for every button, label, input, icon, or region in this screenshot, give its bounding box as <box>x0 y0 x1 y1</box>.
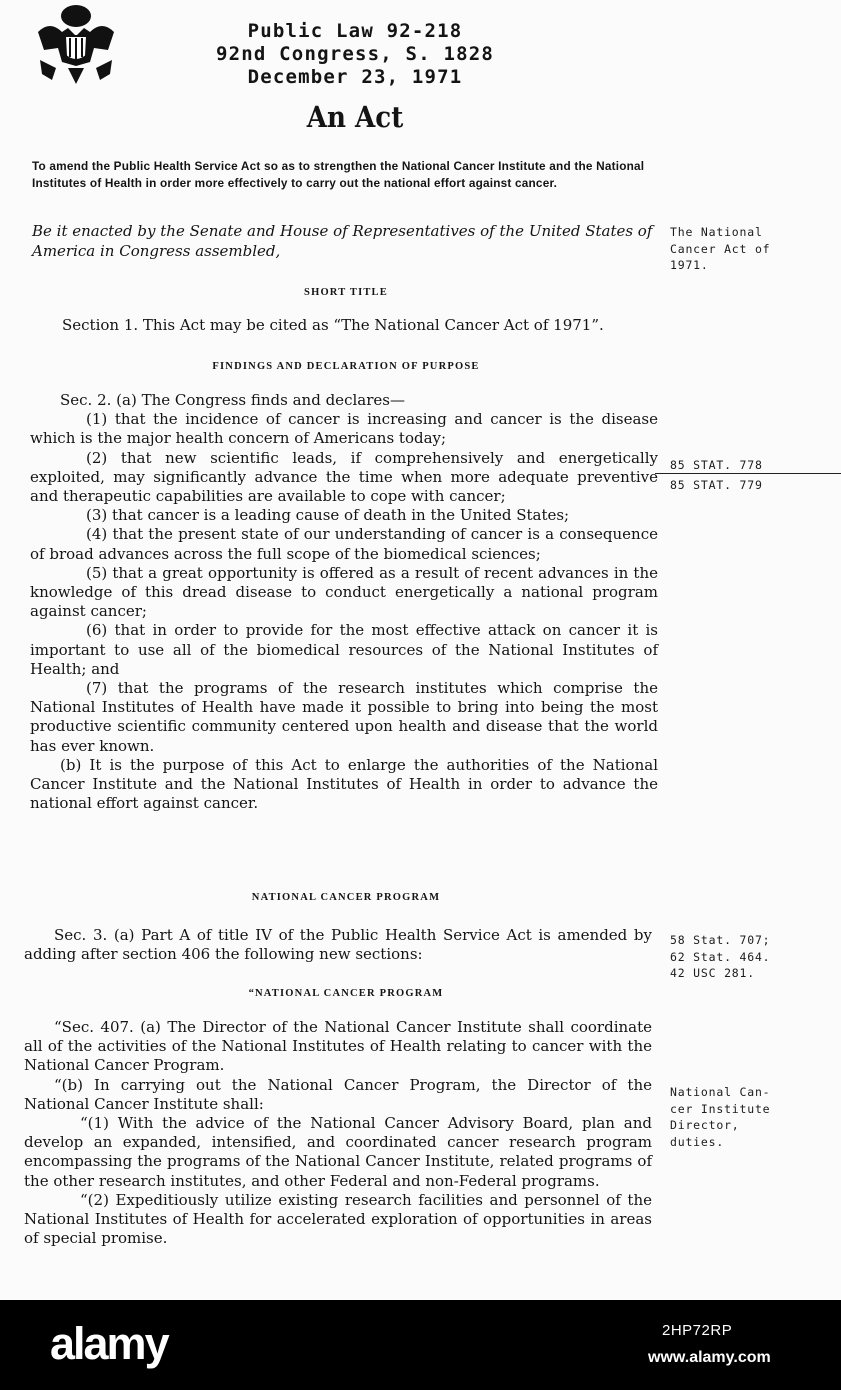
margin-note-line: National Can- <box>670 1085 771 1099</box>
margin-note-line: cer Institute <box>670 1101 771 1116</box>
section-407 <box>24 1018 652 1248</box>
section-3: Sec. 3. (a) Part A of title IV of the Public Health Service Act is amended by adding after section 406 the following new sections: <box>24 926 652 964</box>
stat-page-top: 85 STAT. 778 <box>670 458 763 472</box>
margin-note-line: Cancer Act of <box>670 241 771 256</box>
sec2-item-6: (6) that in order to provide for the most effective attack on cancer it is important to use all of the biomedical resources of the National Institutes of Health; and <box>30 621 658 678</box>
margin-note-short-title <box>670 224 770 274</box>
sec2-b: (b) It is the purpose of this Act to enlarge the authorities of the National Cancer Institute and the National Institutes of Health in order to advance the national effort against cancer. <box>30 755 658 813</box>
heading-findings: FINDINGS AND DECLARATION OF PURPOSE <box>212 361 480 372</box>
margin-note-citations <box>670 932 770 982</box>
act-title: An Act <box>306 100 404 134</box>
section-2 <box>30 391 658 813</box>
heading-national-cancer-program: NATIONAL CANCER PROGRAM <box>251 892 441 903</box>
public-law-number: Public Law 92-218 <box>247 20 463 42</box>
congress-bill: 92nd Congress, S. 1828 <box>215 43 495 65</box>
sec2-item-1: (1) that the incidence of cancer is increasing and cancer is the disease which is the major health concern of Americans today; <box>30 410 658 448</box>
enacting-clause: Be it enacted by the Senate and House of Representatives of the United States of America in Congress assembled, <box>32 222 653 260</box>
margin-note-line: Director, <box>670 1118 740 1132</box>
enactment-date: December 23, 1971 <box>247 66 463 88</box>
sec2-item-3: (3) that cancer is a leading cause of death in the United States; <box>86 506 570 525</box>
stat-page-bottom: 85 STAT. 779 <box>670 478 763 492</box>
sec2-item-2: (2) that new scientific leads, if comprehensively and energetically exploited, may significantly advance the time when more adequate preventive and therapeutic capabilities are available to cope with cancer; <box>30 448 658 506</box>
citation-line: 42 USC 281. <box>670 966 755 980</box>
heading-quoted-program: “NATIONAL CANCER PROGRAM <box>248 988 444 999</box>
great-seal-eagle-icon <box>32 2 120 86</box>
alamy-logo: alamy <box>50 1318 168 1369</box>
sec2-item-5: (5) that a great opportunity is offered as a result of recent advances in the knowledge of this dread disease to conduct energetically a national program against cancer; <box>30 563 658 621</box>
margin-note-line: 1971. <box>670 258 709 272</box>
watermark-url: www.alamy.com <box>648 1349 771 1366</box>
citation-line: 62 Stat. 464. <box>670 949 771 964</box>
sec2-intro: Sec. 2. (a) The Congress finds and declares— <box>60 391 405 409</box>
sec407-b: “(b) In carrying out the National Cancer Program, the Director of the National Cancer Institute shall: <box>24 1075 652 1113</box>
sec407-a: “Sec. 407. (a) The Director of the National Cancer Institute shall coordinate all of the activities of the National Institutes of Health relating to cancer with the National Cancer Program. <box>24 1018 652 1075</box>
margin-note-line: The National <box>670 225 763 239</box>
stock-image-id: 2HP72RP <box>662 1322 733 1339</box>
heading-short-title: SHORT TITLE <box>304 287 388 298</box>
citation-line: 58 Stat. 707; <box>670 933 771 947</box>
sec2-item-7: (7) that the programs of the research institutes which comprise the National Institutes of Health have made it possible to bring into being the most productive scientific community centered upon health and disease that the world has ever known. <box>30 679 658 755</box>
margin-note-duties <box>670 1084 770 1150</box>
margin-note-line: duties. <box>670 1134 725 1149</box>
section-1: Section 1. This Act may be cited as “The National Cancer Act of 1971”. <box>62 316 604 334</box>
sec2-item-4: (4) that the present state of our understanding of cancer is a consequence of broad advances across the full scope of the biomedical sciences; <box>30 525 658 563</box>
sec407-b1: “(1) With the advice of the National Cancer Advisory Board, plan and develop an expanded, intensified, and coordinated cancer research program encompassing the programs of the National Cancer Institute, related programs of the other research institutes, and other Federal and non-Federal programs. <box>24 1114 652 1190</box>
sec407-b2: “(2) Expeditiously utilize existing research facilities and personnel of the National Institutes of Health for accelerated exploration of opportunities in areas of special promise. <box>24 1190 652 1248</box>
act-purpose: To amend the Public Health Service Act so as to strengthen the National Cancer Institute and the National Institutes of Health in order more effectively to carry out the national effort against cancer. <box>32 159 645 190</box>
